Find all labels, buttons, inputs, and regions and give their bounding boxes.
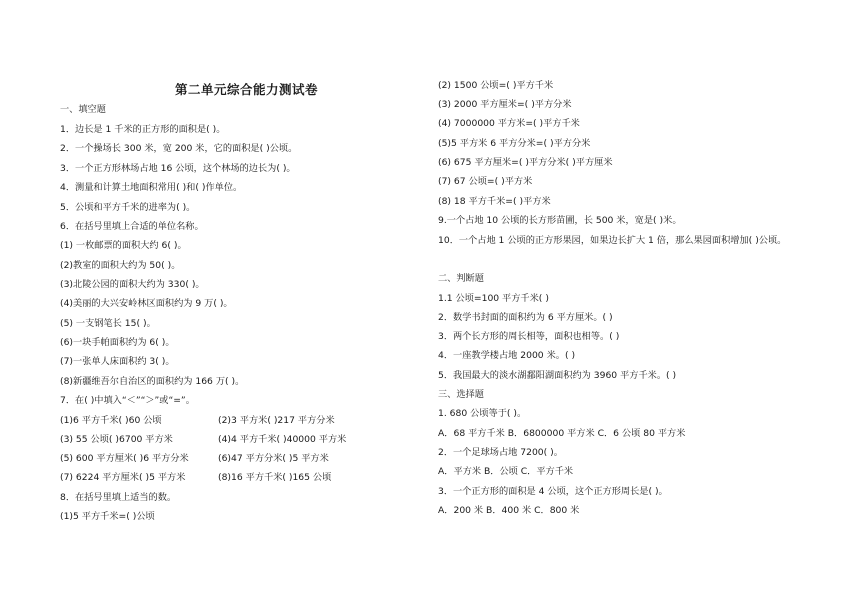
question-6-item-7: (7)一张单人床面积约 3( )。 — [60, 356, 175, 367]
true-false-5: 5．我国最大的淡水湖鄱阳湖面积约为 3960 平方千米。( ) — [438, 370, 677, 381]
question-6-item-6: (6)一块手帕面积约为 6( )。 — [60, 337, 175, 348]
question-8: 8．在括号里填上适当的数。 — [60, 492, 177, 503]
choice-question-1: 1. 680 公顷等于( )。 — [438, 408, 527, 419]
question-6-item-8: (8)新疆维吾尔自治区的面积约为 166 万( )。 — [60, 376, 245, 387]
true-false-2: 2．数学书封面的面积约为 6 平方厘米。( ) — [438, 312, 613, 323]
compare-item-8: (8)16 平方千米( )165 公顷 — [218, 472, 332, 483]
question-8-item-2: (2) 1500 公顷=( )平方千米 — [438, 80, 554, 91]
question-8-item-8: (8) 18 平方千米=( )平方米 — [438, 196, 551, 207]
question-8-item-6: (6) 675 平方厘米=( )平方分米( )平方厘米 — [438, 157, 613, 168]
question-6-item-5: (5) 一支钢笔长 15( )。 — [60, 318, 156, 329]
section-true-false-heading: 二、判断题 — [438, 273, 484, 284]
compare-item-1: (1)6 平方千米( )60 公顷 — [60, 415, 162, 426]
compare-item-6: (6)47 平方分米( )5 平方米 — [218, 453, 329, 464]
question-6-item-4: (4)美丽的大兴安岭林区面积约为 9 万( )。 — [60, 298, 233, 309]
compare-item-2: (2)3 平方米( )217 平方分米 — [218, 415, 335, 426]
question-6-item-2: (2)教室的面积大约为 50( )。 — [60, 260, 181, 271]
compare-item-3: (3) 55 公顷( )6700 平方米 — [60, 434, 173, 445]
section-multiple-choice-heading: 三、选择题 — [438, 389, 484, 400]
question-5: 5．公顷和平方千米的进率为( )。 — [60, 202, 196, 213]
question-2: 2．一个操场长 300 米，宽 200 米，它的面积是( )公顷。 — [60, 143, 298, 154]
true-false-3: 3．两个长方形的周长相等，面积也相等。( ) — [438, 331, 620, 342]
question-4: 4．测量和计算土地面积常用( )和( )作单位。 — [60, 182, 243, 193]
compare-item-4: (4)4 平方千米( )40000 平方米 — [218, 434, 347, 445]
question-8-item-5: (5)5 平方米 6 平方分米=( )平方分米 — [438, 138, 591, 149]
choice-question-3-options: A．200 米 B．400 米 C．800 米 — [438, 505, 580, 516]
section-fill-in-heading: 一、填空题 — [60, 104, 106, 115]
question-6-item-1: (1) 一枚邮票的面积大约 6( )。 — [60, 240, 187, 251]
compare-item-7: (7) 6224 平方厘米( )5 平方米 — [60, 472, 186, 483]
question-8-item-4: (4) 7000000 平方米=( )平方千米 — [438, 118, 580, 129]
question-7: 7．在( )中填入“＜”“＞”或“=”。 — [60, 395, 195, 406]
choice-question-1-options: A．68 平方千米 B．6800000 平方米 C．6 公顷 80 平方米 — [438, 428, 686, 439]
question-9: 9.一个占地 10 公顷的长方形苗圃，长 500 米，宽是( )米。 — [438, 215, 682, 226]
choice-question-2: 2．一个足球场占地 7200( )。 — [438, 447, 563, 458]
true-false-1: 1.1 公顷=100 平方千米( ) — [438, 293, 549, 304]
true-false-4: 4．一座教学楼占地 2000 米。( ) — [438, 350, 576, 361]
question-8-item-1: (1)5 平方千米=( )公顷 — [60, 511, 155, 522]
question-10: 10．一个占地 1 公顷的正方形果园，如果边长扩大 1 倍，那么果园面积增加( )公顷。 — [438, 235, 787, 246]
compare-item-5: (5) 600 平方厘米( )6 平方分米 — [60, 453, 189, 464]
question-1: 1．边长是 1 千米的正方形的面积是( )。 — [60, 124, 226, 135]
exam-title: 第二单元综合能力测试卷 — [175, 82, 319, 97]
question-8-item-3: (3) 2000 平方厘米=( )平方分米 — [438, 99, 572, 110]
choice-question-3: 3．一个正方形的面积是 4 公顷，这个正方形周长是( )。 — [438, 486, 668, 497]
question-6-item-3: (3)北陵公园的面积大约为 330( )。 — [60, 279, 205, 290]
question-3: 3．一个正方形林场占地 16 公顷，这个林场的边长为( )。 — [60, 163, 296, 174]
choice-question-2-options: A．平方米 B．公顷 C．平方千米 — [438, 466, 574, 477]
question-8-item-7: (7) 67 公顷=( )平方米 — [438, 176, 533, 187]
question-6: 6．在括号里填上合适的单位名称。 — [60, 221, 204, 232]
